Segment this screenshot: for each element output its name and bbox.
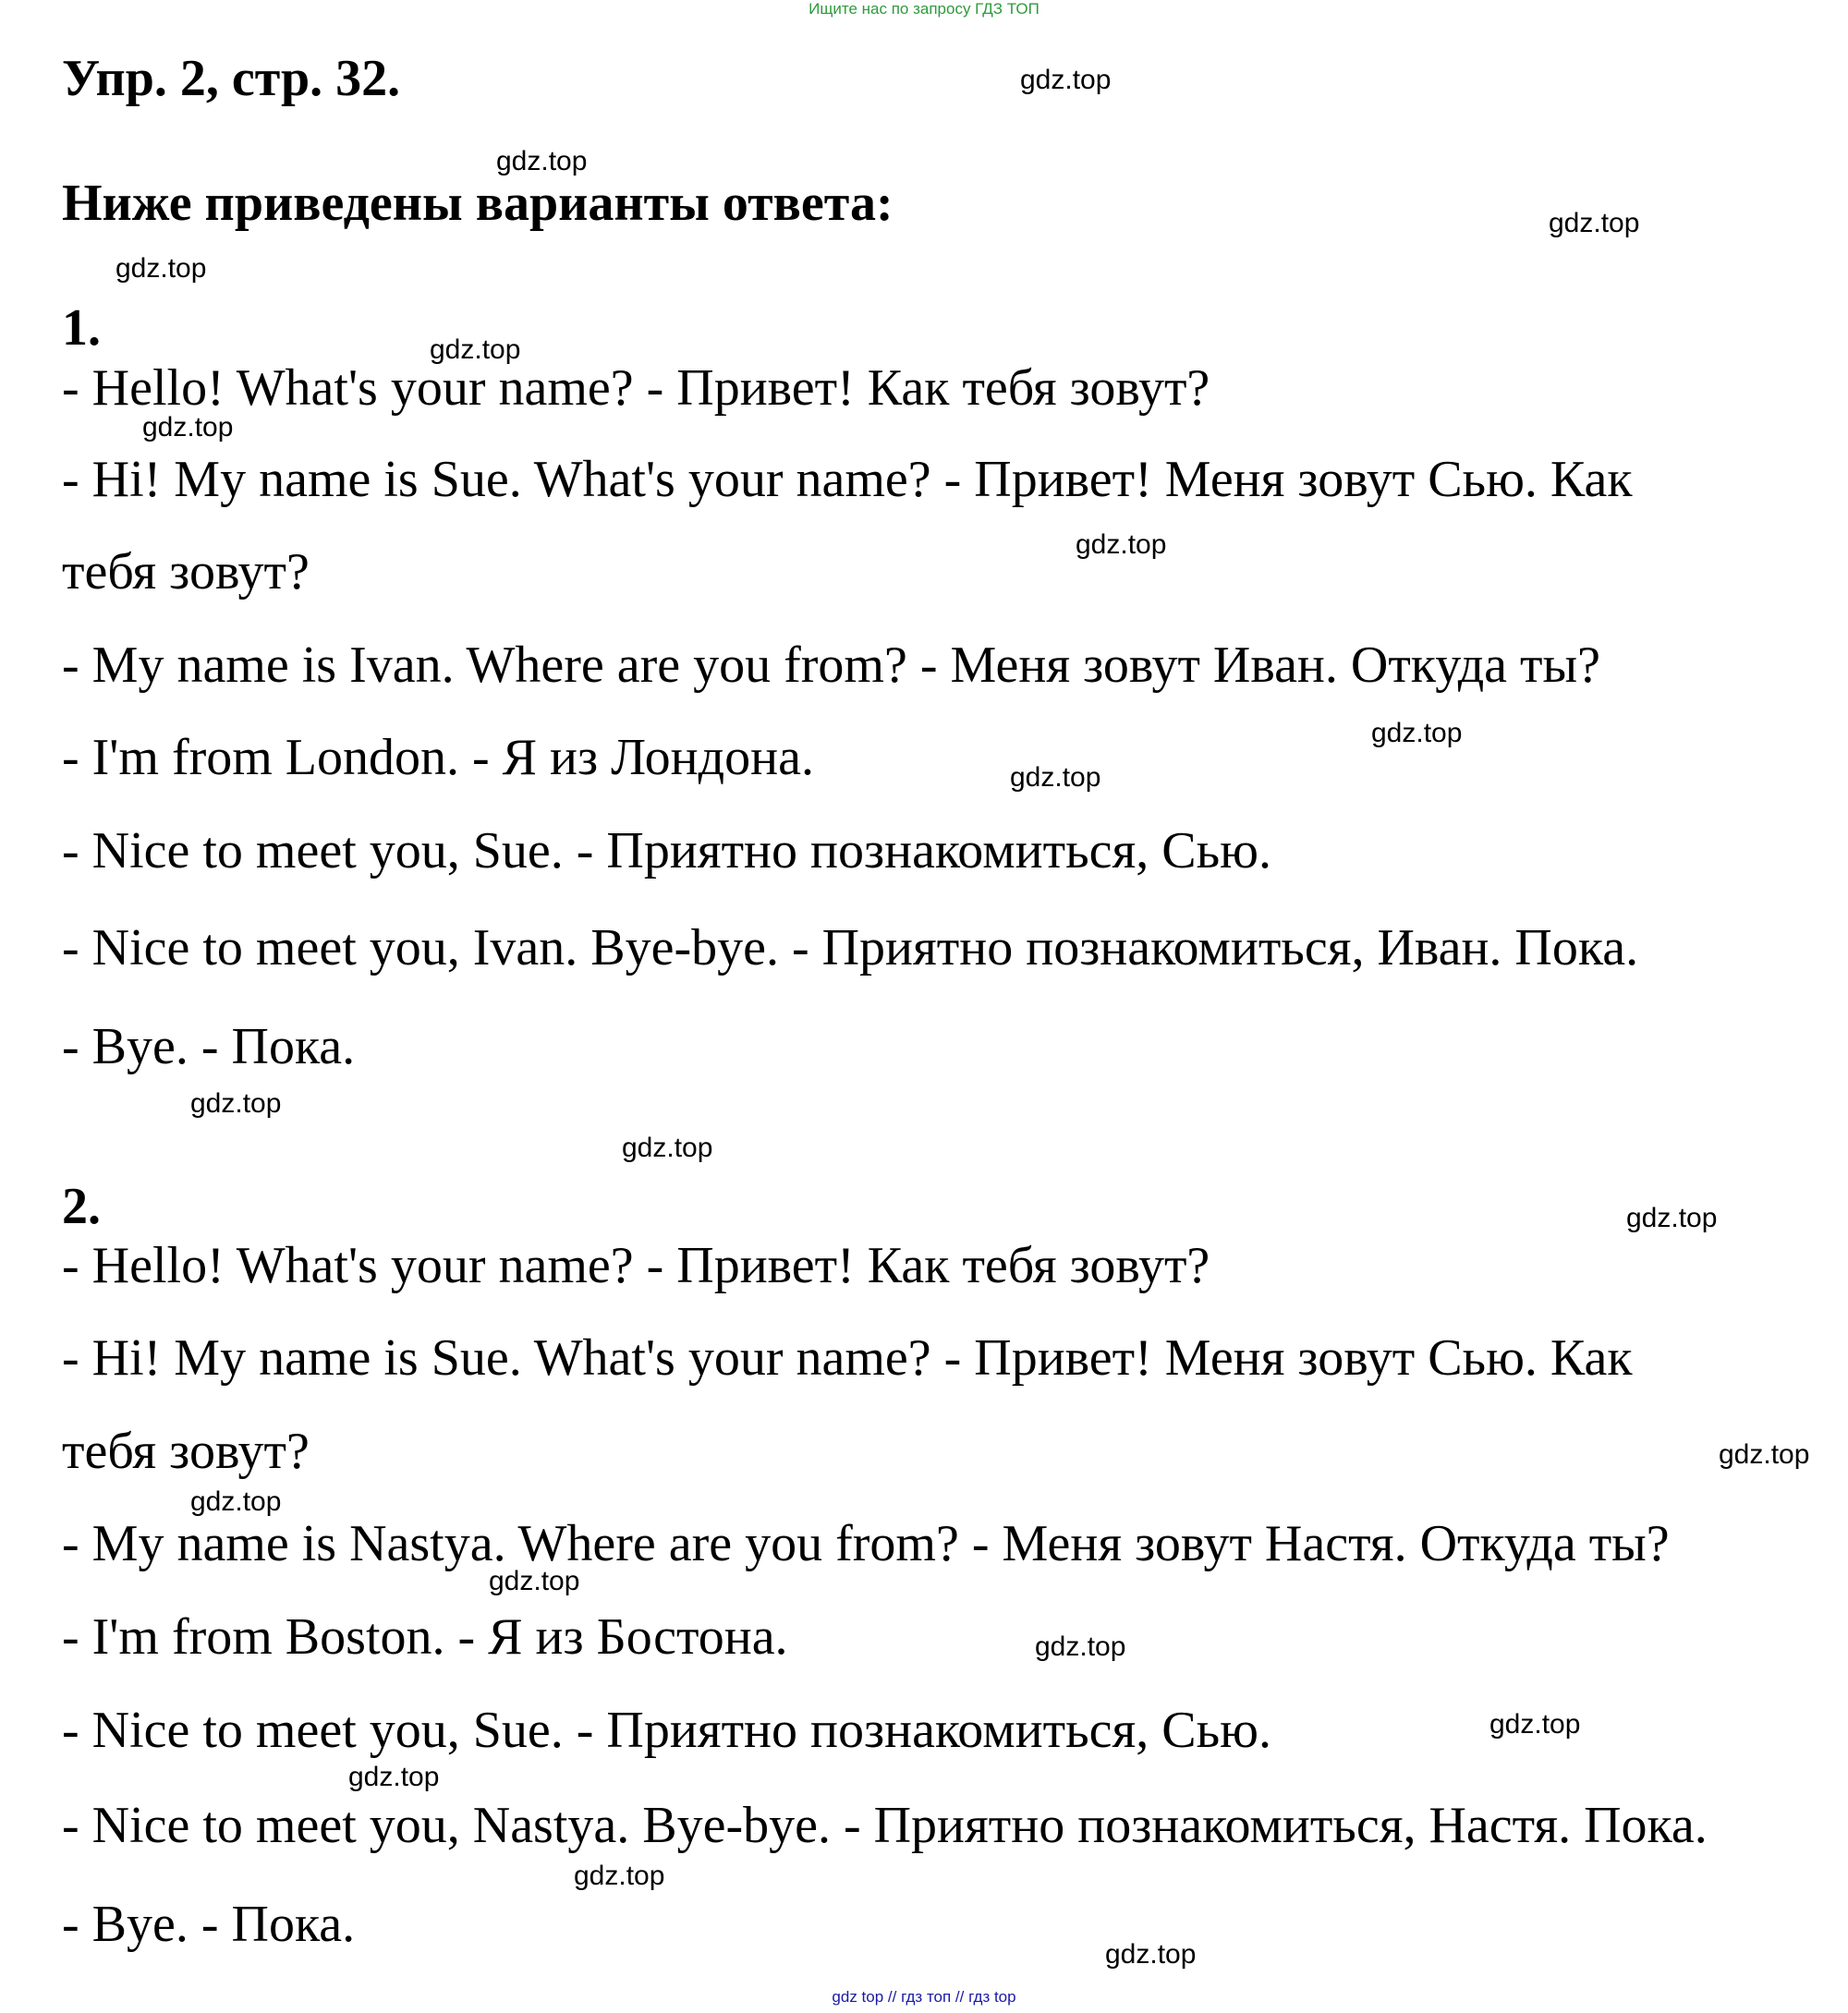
top-banner: Ищите нас по запросу ГДЗ ТОП xyxy=(808,0,1040,18)
dialogue-line: - Hi! My name is Sue. What's your name? - Привет! Меня зовут Сью. Как xyxy=(62,451,1633,508)
dialogue-line: - Hello! What's your name? - Привет! Как тебя зовут? xyxy=(62,359,1210,417)
watermark: gdz.top xyxy=(142,412,234,443)
bottom-banner: gdz top // гдз топ // гдз top xyxy=(832,1988,1016,2006)
watermark: gdz.top xyxy=(1719,1439,1810,1470)
dialogue-line: - My name is Ivan. Where are you from? - Меня зовут Иван. Откуда ты? xyxy=(62,637,1600,694)
watermark: gdz.top xyxy=(1371,718,1463,748)
watermark: gdz.top xyxy=(1549,208,1640,238)
watermark: gdz.top xyxy=(116,253,207,284)
dialogue-line: - Bye. - Пока. xyxy=(62,1018,356,1075)
exercise-title: Упр. 2, стр. 32. xyxy=(62,50,401,107)
section-number: 1. xyxy=(62,299,101,357)
dialogue-line: - Nice to meet you, Sue. - Приятно познакомиться, Сью. xyxy=(62,822,1271,879)
watermark: gdz.top xyxy=(1035,1631,1126,1662)
watermark: gdz.top xyxy=(190,1088,282,1119)
watermark: gdz.top xyxy=(1020,65,1112,95)
watermark: gdz.top xyxy=(574,1861,665,1891)
dialogue-line: тебя зовут? xyxy=(62,543,310,600)
watermark: gdz.top xyxy=(1076,529,1167,560)
dialogue-line: - Nice to meet you, Sue. - Приятно познакомиться, Сью. xyxy=(62,1702,1271,1759)
dialogue-line: - Bye. - Пока. xyxy=(62,1896,356,1953)
dialogue-line: - I'm from London. - Я из Лондона. xyxy=(62,729,814,786)
dialogue-line: - Nice to meet you, Nastya. Bye-bye. - Приятно познакомиться, Настя. Пока. xyxy=(62,1797,1708,1854)
watermark: gdz.top xyxy=(190,1486,282,1517)
watermark: gdz.top xyxy=(1626,1203,1718,1233)
dialogue-line: - Hello! What's your name? - Привет! Как тебя зовут? xyxy=(62,1237,1210,1294)
section-number: 2. xyxy=(62,1178,101,1235)
dialogue-line: - Hi! My name is Sue. What's your name? - Привет! Меня зовут Сью. Как xyxy=(62,1329,1633,1387)
dialogue-line: тебя зовут? xyxy=(62,1423,310,1480)
watermark: gdz.top xyxy=(622,1133,713,1163)
watermark: gdz.top xyxy=(1105,1939,1197,1970)
watermark: gdz.top xyxy=(496,146,588,176)
watermark: gdz.top xyxy=(489,1566,580,1596)
watermark: gdz.top xyxy=(1010,762,1101,793)
watermark: gdz.top xyxy=(348,1762,440,1792)
dialogue-line: - I'm from Boston. - Я из Бостона. xyxy=(62,1608,788,1666)
watermark: gdz.top xyxy=(1489,1709,1581,1740)
dialogue-line: - Nice to meet you, Ivan. Bye-bye. - Приятно познакомиться, Иван. Пока. xyxy=(62,919,1639,976)
dialogue-line: - My name is Nastya. Where are you from? - Меня зовут Настя. Откуда ты? xyxy=(62,1515,1670,1572)
watermark: gdz.top xyxy=(430,334,521,365)
answer-subtitle: Ниже приведены варианты ответа: xyxy=(62,175,894,232)
